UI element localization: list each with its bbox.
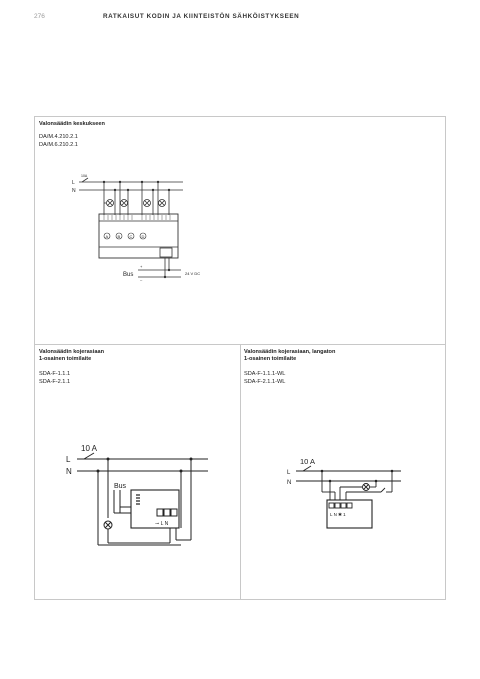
- product-code: SDA-F-1.1.1-WL: [244, 371, 286, 377]
- bus-label: Bus: [114, 483, 127, 490]
- panel-wireless-box-dimmer-title: Valonsäädin kojerasiaan, langaton: [244, 349, 336, 355]
- product-code: SDA-F-2.1.1: [39, 379, 71, 385]
- fuse-label: 10 A: [300, 457, 316, 466]
- panel-central-dimmer-title: Valonsäädin keskukseen: [39, 121, 105, 127]
- line-label: L: [287, 470, 291, 476]
- panel-box-dimmer-title: Valonsäädin kojerasiaan: [39, 349, 104, 355]
- page-header: RATKAISUT KODIN JA KIINTEISTÖN SÄHKÖISTYKSEEN: [103, 13, 300, 20]
- product-code: DA/M.4.210.2.1: [39, 134, 78, 140]
- product-code: SDA-F-2.1.1-WL: [244, 379, 286, 385]
- product-code: DA/M.6.210.2.1: [39, 142, 78, 148]
- neutral-label: N: [66, 467, 72, 476]
- terminal-labels: L N ✱ 1: [330, 512, 346, 517]
- bus-label: Bus: [123, 272, 134, 278]
- channel-label: A: [105, 234, 109, 239]
- neutral-label: N: [287, 480, 292, 486]
- line-label: L: [66, 455, 71, 464]
- terminal-labels: ⊸ L N: [155, 521, 169, 527]
- fuse-label: 10A: [81, 174, 88, 178]
- bus-minus-label: –: [140, 277, 143, 282]
- channel-label: D: [141, 234, 145, 239]
- bus-plus-label: +: [140, 264, 143, 269]
- panel-box-dimmer-subtitle: 1-osainen toimilaite: [39, 356, 92, 362]
- panel-wireless-box-dimmer-subtitle: 1-osainen toimilaite: [244, 356, 297, 362]
- product-code: SDA-F-1.1.1: [39, 371, 71, 377]
- fuse-label: 10 A: [81, 444, 98, 453]
- channel-label: B: [117, 234, 121, 239]
- line-label: L: [72, 180, 75, 186]
- page-number: 276: [34, 13, 45, 20]
- neutral-label: N: [72, 188, 76, 194]
- voltage-label: 24 V DC: [185, 271, 201, 276]
- channel-label: C: [129, 234, 133, 239]
